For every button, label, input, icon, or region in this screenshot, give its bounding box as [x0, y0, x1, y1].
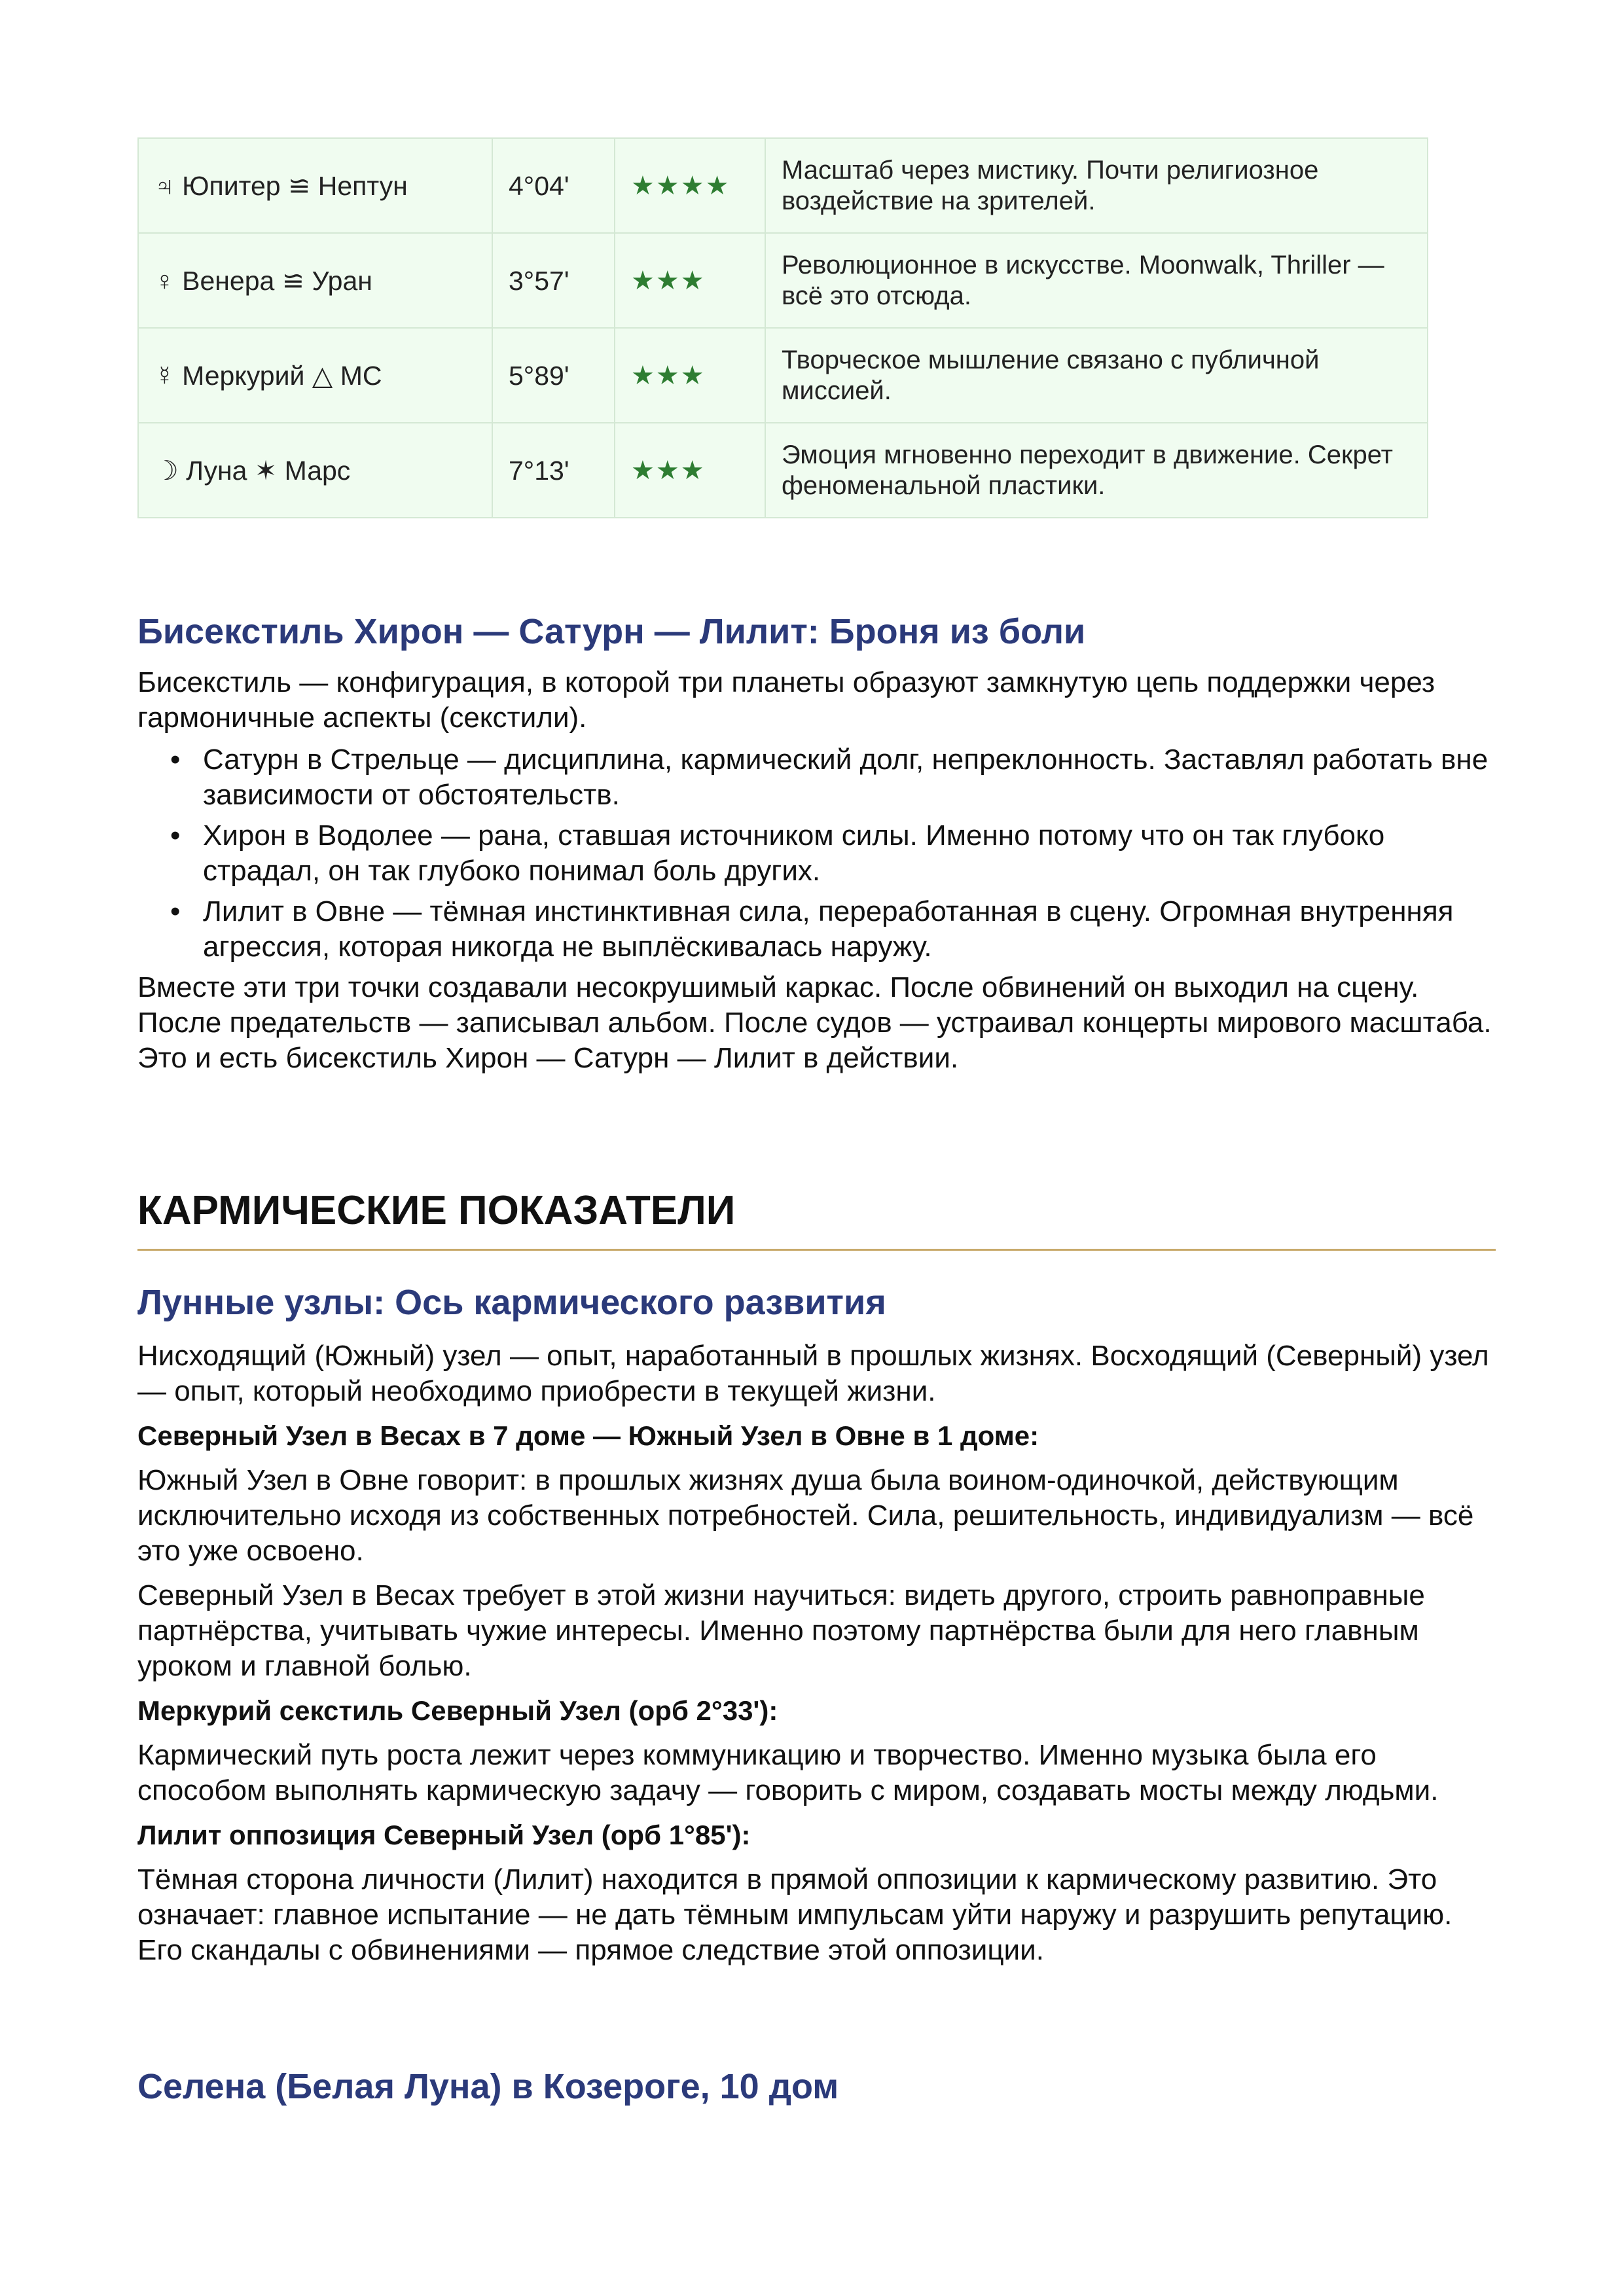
orb-cell: 7°13' [492, 423, 615, 518]
table-row [138, 328, 1428, 423]
bullet-icon: • [170, 744, 181, 776]
rating-stars: ★★★★ [615, 138, 765, 233]
rating-stars: ★★★ [615, 328, 765, 423]
subheading: Лилит оппозиция Северный Узел (орб 1°85'): [137, 1820, 751, 1850]
aspects-table [137, 137, 1428, 518]
orb-cell: 4°04' [492, 138, 615, 233]
bullet-icon: • [170, 819, 181, 852]
section-heading: Селена (Белая Луна) в Козероге, 10 дом [137, 2067, 839, 2106]
table-row [138, 138, 1428, 233]
document-page [137, 137, 1496, 2107]
description-cell: Творческое мышление связано с публичной миссией. [765, 328, 1428, 423]
list-item: • Хирон в Водолее — рана, ставшая источником силы. Именно потому что он так глубоко страдал, он так глубоко понимал боль других. [170, 819, 1385, 887]
bullet-icon: • [170, 895, 181, 927]
section-heading: Бисекстиль Хирон — Сатурн — Лилит: Броня из боли [137, 612, 1086, 651]
paragraph: Вместе эти три точки создавали несокрушимый каркас. После обвинений он выходил на сцену. После предательств — записывал альбом. После судов — устраивал концерты мирового масштаба. Это и есть бисекстиль Хирон — Сатурн — Лилит в действии. [137, 971, 1492, 1074]
orb-cell: 3°57' [492, 233, 615, 328]
orb-cell: 5°89' [492, 328, 615, 423]
description-cell: Революционное в искусстве. Moonwalk, Thriller — всё это отсюда. [765, 233, 1428, 328]
aspect-cell: ♀ Венера ≌ Уран [138, 233, 492, 328]
list-item: • Сатурн в Стрельце — дисциплина, кармический долг, непреклонность. Заставлял работать вне зависимости от обстоятельств. [170, 744, 1489, 811]
subheading: Северный Узел в Весах в 7 доме — Южный Узел в Овне в 1 доме: [137, 1420, 1039, 1451]
description-cell: Масштаб через мистику. Почти религиозное воздействие на зрителей. [765, 138, 1428, 233]
paragraph: Нисходящий (Южный) узел — опыт, наработанный в прошлых жизнях. Восходящий (Северный) узел — опыт, который необходимо приобрести в текущей жизни. [137, 1340, 1489, 1407]
karmic-section [137, 1187, 1496, 2107]
chapter-title: КАРМИЧЕСКИЕ ПОКАЗАТЕЛИ [137, 1187, 1496, 1251]
paragraph: Южный Узел в Овне говорит: в прошлых жизнях душа была воином-одиночкой, действующим исключительно исходя из собственных потребностей. Сила, решительность, индивидуализм — всё это уже освоено. [137, 1464, 1474, 1567]
paragraph: Бисекстиль — конфигурация, в которой три планеты образуют замкнутую цепь поддержки через гармоничные аспекты (секстили). [137, 666, 1435, 734]
section-heading: Лунные узлы: Ось кармического развития [137, 1283, 886, 1322]
list-item: • Лилит в Овне — тёмная инстинктивная сила, переработанная в сцену. Огромная внутренняя агрессия, которая никогда не выплёскивалась наружу. [170, 895, 1454, 963]
bullet-list [137, 742, 1496, 965]
table-row [138, 423, 1428, 518]
subheading: Меркурий секстиль Северный Узел (орб 2°33'): [137, 1695, 778, 1726]
description-cell: Эмоция мгновенно переходит в движение. Секрет феноменальной пластики. [765, 423, 1428, 518]
table-row [138, 233, 1428, 328]
rating-stars: ★★★ [615, 233, 765, 328]
paragraph: Северный Узел в Весах требует в этой жизни научиться: видеть другого, строить равноправные партнёрства, учитывать чужие интересы. Именно поэтому партнёрства были для него главным уроком и главной болью. [137, 1579, 1425, 1682]
biseptile-section [137, 611, 1496, 1076]
aspect-cell: ♃ Юпитер ≌ Нептун [138, 138, 492, 233]
rating-stars: ★★★ [615, 423, 765, 518]
aspect-cell: ☿ Меркурий △ МС [138, 328, 492, 423]
paragraph: Тёмная сторона личности (Лилит) находится в прямой оппозиции к кармическому развитию. Это означает: главное испытание — не дать тёмным импульсам уйти наружу и разрушить репутацию. Его скандалы с обвинениями — прямое следствие этой оппозиции. [137, 1863, 1453, 1966]
paragraph: Кармический путь роста лежит через коммуникацию и творчество. Именно музыка была его способом выполнять кармическую задачу — говорить с миром, создавать мосты между людьми. [137, 1739, 1439, 1806]
aspect-cell: ☽ Луна ✶ Марс [138, 423, 492, 518]
